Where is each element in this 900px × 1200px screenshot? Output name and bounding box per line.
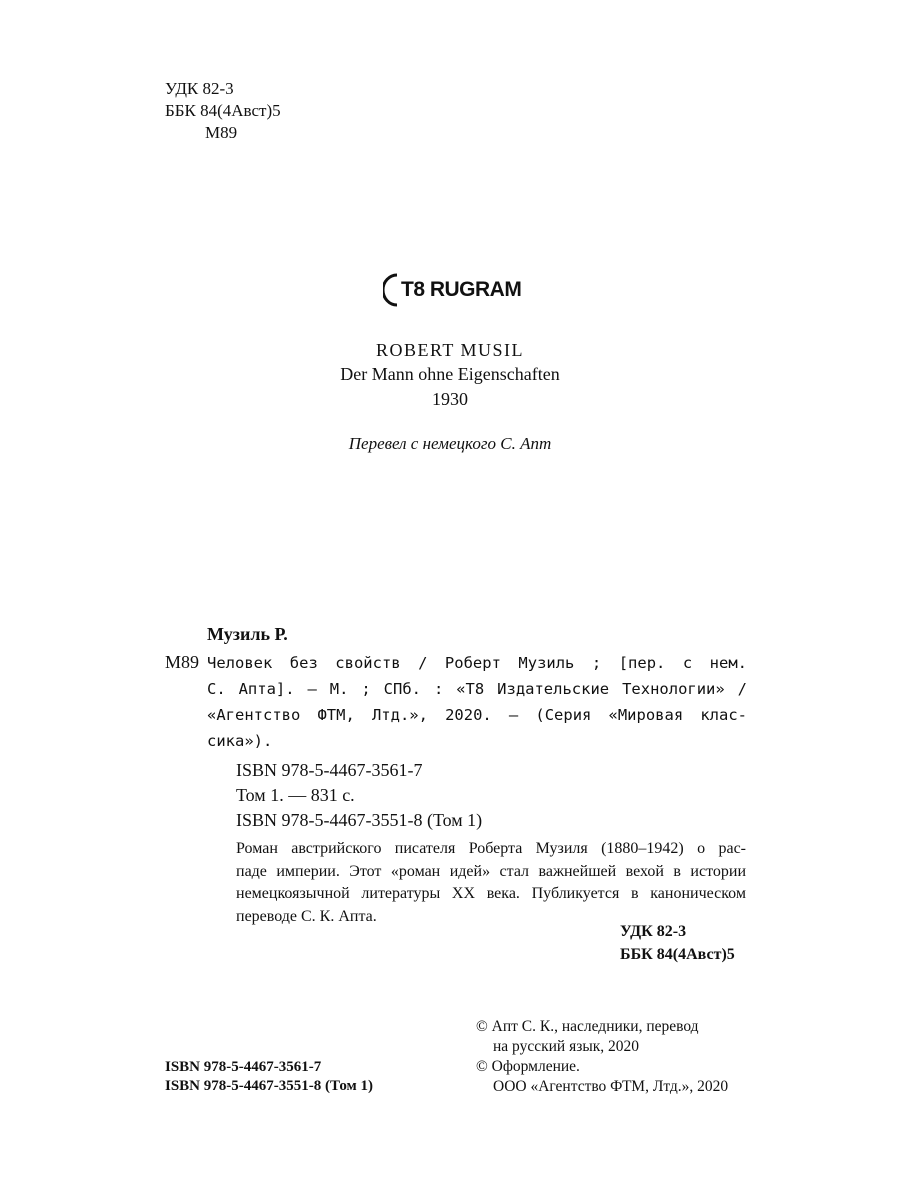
- isbn-line: ISBN 978-5-4467-3551-8 (Том 1): [236, 810, 483, 830]
- copyright-design-cont: ООО «Агентство ФТМ, Лтд.», 2020: [493, 1078, 729, 1095]
- annotation-line: переводе С. К. Апта.: [236, 907, 377, 925]
- original-title: Der Mann ohne Eigenschaften: [340, 364, 560, 384]
- isbn-line: ISBN 978-5-4467-3561-7: [236, 760, 423, 780]
- volume-line: Том 1. — 831 с.: [236, 785, 355, 805]
- bbk-code: ББК 84(4Авст)5: [165, 101, 281, 120]
- catalog-udk: УДК 82-3: [620, 923, 687, 940]
- annotation-line: паде империи. Этот «роман идей» стал важнейшей вехой в истории: [236, 862, 746, 880]
- publisher-arc-icon: [383, 272, 399, 308]
- bib-line: Человек без свойств / Роберт Музиль ; [пер. с нем.: [207, 654, 747, 672]
- bibliographic-description: [207, 650, 747, 754]
- footer-isbn-line: ISBN 978-5-4467-3561-7: [165, 1059, 322, 1075]
- copyright-block: [476, 1017, 728, 1097]
- original-author: ROBERT MUSIL: [375, 340, 525, 360]
- copyright-design: © Оформление.: [476, 1058, 580, 1075]
- catalog-author-mark: М89: [165, 652, 200, 672]
- author-mark: М89: [205, 123, 238, 142]
- copyright-translation: © Апт С. К., наследники, перевод: [476, 1018, 699, 1035]
- copyright-translation-cont: на русский язык, 2020: [493, 1038, 640, 1055]
- catalog-isbn-block: [236, 758, 482, 833]
- bib-line: С. Апта]. — М. ; СПб. : «Т8 Издательские Технологии» /: [207, 680, 747, 698]
- catalog-bbk: ББК 84(4Авст)5: [620, 946, 735, 963]
- annotation-line: немецкоязычной литературы XX века. Публикуется в каноническом: [236, 885, 746, 902]
- annotation-line: Роман австрийского писателя Роберта Музиля (1880–1942) о рас-: [236, 840, 746, 857]
- udk-code: УДК 82-3: [165, 79, 234, 98]
- footer-isbn-line: ISBN 978-5-4467-3551-8 (Том 1): [165, 1078, 374, 1094]
- bib-line: «Агентство ФТМ, Лтд.», 2020. — (Серия «Мировая клас-: [207, 706, 747, 724]
- catalog-author-heading: Музиль Р.: [207, 624, 288, 644]
- annotation: [236, 838, 746, 928]
- translator-line: Перевел с немецкого С. Апт: [348, 434, 552, 453]
- footer-isbn: [165, 1058, 373, 1096]
- publisher-logo: [383, 272, 521, 308]
- original-year: 1930: [432, 389, 468, 409]
- catalog-codes: [620, 920, 735, 966]
- top-classification: [165, 78, 281, 144]
- publisher-logo-text: T8 RUGRAM: [401, 278, 522, 301]
- bib-line: сика»).: [207, 732, 273, 750]
